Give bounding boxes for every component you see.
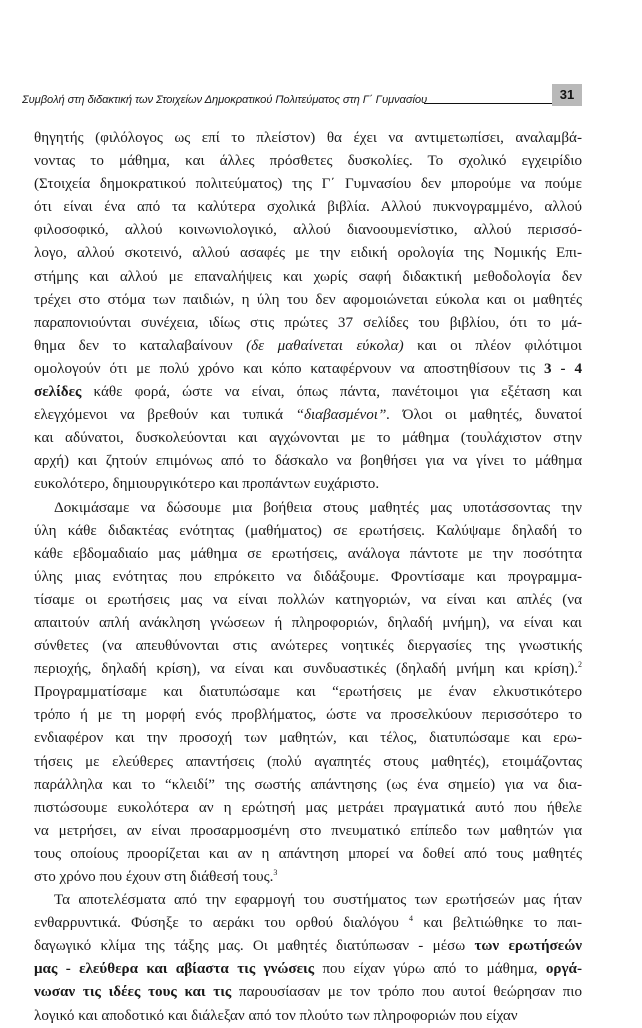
text-run: απαιτούν απλή ανάκληση γνώσεων ή πληροφοριών, δηλαδή μνήμη), να είναι και xyxy=(34,614,582,631)
text-run: παραπονιούνται συνέχεια, ιδίως στις πρώτες 37 σελίδες του βιβλίου, ότι το μά- xyxy=(34,314,582,331)
text-run: παράλληλα και το “κλειδί” της σωστής απάντησης (ως ένα σημείο) για να δια- xyxy=(34,776,582,793)
text-run: ομολογούν ότι με πολύ χρόνο και κόπο καταφέρνουν να αποστηθίσουν τις xyxy=(34,360,545,377)
text-line xyxy=(34,196,582,219)
text-run: αρχή) και ζητούν επιμόνως από το δάσκαλο να βοηθήσει για να γίνει το μάθημα xyxy=(34,453,582,470)
text-run: τήσεις με ελεύθερες απαντήσεις (πολύ αγαπητές στους μαθητές), ετοιμάζοντας xyxy=(34,753,582,770)
text-line xyxy=(34,566,582,589)
text-run: οργά- xyxy=(545,961,582,978)
text-run: ύλης μιας ενότητας που επρόκειτο να διδάξουμε. Φροντίσαμε και προγραμμα- xyxy=(34,568,582,585)
text-line xyxy=(34,219,582,242)
text-run: και οι πλέον φιλότιμοι xyxy=(403,337,582,354)
text-line xyxy=(34,843,582,866)
text-line xyxy=(34,912,582,935)
text-line xyxy=(34,242,582,265)
text-line xyxy=(34,889,582,912)
text-line xyxy=(34,473,582,496)
text-run: σελίδες xyxy=(34,384,82,401)
text-line xyxy=(34,866,582,889)
text-run: και αδύνατοι, δυσκολεύονται και αγχώνονται με το μάθημα (τουλάχιστον στην xyxy=(34,430,582,447)
text-line xyxy=(34,589,582,612)
text-line xyxy=(34,612,582,635)
text-run: κάθε φορά, ώστε να είναι, όπως πάντα, πανέτοιμοι για εξέταση και xyxy=(81,384,582,401)
text-line xyxy=(34,935,582,958)
text-run: τίσαμε οι ερωτήσεις μας να είναι πολλών κατηγοριών, να είναι και απλές (να xyxy=(34,591,582,608)
text-line xyxy=(34,127,582,150)
text-line xyxy=(34,751,582,774)
text-run: φιλοσοφικό, αλλού κοινωνιολογικό, αλλού διανοουμενίστικο, αλλού περισσό- xyxy=(34,222,582,239)
footnote-ref: 4 xyxy=(409,914,414,924)
body-text xyxy=(34,127,582,1028)
text-line xyxy=(34,404,582,427)
text-line xyxy=(34,658,582,681)
running-header xyxy=(22,84,582,106)
text-line xyxy=(34,289,582,312)
footnote-ref: 3 xyxy=(273,867,278,877)
text-run: ενθαρρυντικά. Φύσηξε το αεράκι του ορθού διαλόγου xyxy=(34,915,410,932)
text-run: θηγητής (φιλόλογος ως επί το πλείστον) θα έχει να αντιμετωπίσει, αναλαμβά- xyxy=(34,130,582,146)
text-run: ενδιαφέρον και την προσοχή των μαθητών, και τέλος, διατυπώσαμε και ερω- xyxy=(34,730,582,747)
text-line xyxy=(34,335,582,358)
text-run: κάθε εβδομαδιαίο μας μάθημα σε ερωτήσεις, ανάλογα πάντοτε με την ποσότητα xyxy=(34,545,582,562)
text-run: ευκολότερο, δημιουργικότερο και πρoπάντων ευχάριστο. xyxy=(34,476,380,493)
text-run: πιστώσουμε ευκολότερα αν η ερώτησή μας μετράει πραγματικά αυτό που ήθελε xyxy=(34,799,582,816)
text-run: νοντας το μάθημα, και άλλες πρόσθετες δυσκολίες. Το σχολικό εγχειρίδιο xyxy=(34,153,582,170)
footnote-ref: 2 xyxy=(578,660,582,670)
text-run: Τα αποτελέσματα από την εφαρμογή του συστήματος των ερωτήσεών μας ήταν xyxy=(54,892,582,909)
text-run: ύλη κάθε διδακτέας ενότητας (μαθήματος) σε ερωτήσεις. Καλύψαμε δηλαδή το xyxy=(34,522,582,539)
text-run: 3 - 4 xyxy=(544,360,582,377)
text-line xyxy=(34,797,582,820)
text-run: στήμης και αλλού με επαναλήψεις και χωρίς σαφή διδακτική μεθοδολογία δεν xyxy=(34,268,582,285)
text-line xyxy=(34,774,582,797)
text-line xyxy=(34,520,582,543)
text-line xyxy=(34,727,582,750)
text-run: τους οποίους προορίζεται και αν η απάντηση μπορεί να δοθεί από τους μαθητές xyxy=(34,845,582,862)
text-run: ελεγχόμενοι να βρεθούν και τυπικά xyxy=(34,407,296,424)
text-line xyxy=(34,543,582,566)
text-line xyxy=(34,958,582,981)
text-line xyxy=(34,681,582,704)
text-run: ότι είναι ένα από τα καλύτερα σχολικά βιβλία. Αλλού πυκνογραμμένο, αλλού xyxy=(34,199,582,216)
text-run: παρουσίασαν με τον τρόπο που αυτοί θεώρησαν πιο xyxy=(231,984,582,1001)
text-run: δαγωγικό κλίμα της τάξης μας. Οι μαθητές διατύπωσαν - μέσω xyxy=(34,938,475,955)
text-run: μας - ελεύθερα και αβίαστα τις γνώσεις xyxy=(34,961,315,978)
text-line xyxy=(34,150,582,173)
text-run: λογικό και αποδοτικό και διάλεξαν από τον πλούτο των πληροφοριών που είχαν xyxy=(34,1007,518,1024)
text-run: των ερωτήσεών xyxy=(474,938,582,955)
running-title: Συμβολή στη διδακτική των Στοιχείων Δημοκρατικού Πολιτεύματος στη Γ΄ Γυμνασίου xyxy=(22,94,428,106)
text-line xyxy=(34,497,582,520)
text-run: στο χρόνο που έχουν στη διάθεσή τους. xyxy=(34,869,274,885)
text-line xyxy=(34,635,582,658)
text-run: θημα δεν το καταλαβαίνουν xyxy=(34,337,247,354)
text-line xyxy=(34,173,582,196)
text-run: τρόπο ή με τη μορφή ενός προβλήματος, ώστε να προσελκύουν περισσότερο το xyxy=(34,707,582,724)
text-run: σύνθετες (να απευθύνονται στις ανώτερες νοητικές διεργασίες της γνωστικής xyxy=(34,638,582,655)
text-line xyxy=(34,450,582,473)
text-line xyxy=(34,312,582,335)
text-line xyxy=(34,427,582,450)
text-run: που είχαν γύρω από το μάθημα, xyxy=(314,961,546,978)
text-run: και βελτιώθηκε το παι- xyxy=(413,915,582,932)
text-run: Προγραμματίσαμε και διατυπώσαμε και “ερωτήσεις με έναν ελκυστικότερο xyxy=(34,684,582,701)
text-line xyxy=(34,981,582,1004)
text-line xyxy=(34,381,582,404)
text-run: “διαβασμένοι”. xyxy=(295,407,391,424)
text-line xyxy=(34,1005,582,1028)
text-run: λογο, αλλού σκοτεινό, αλλού ασαφές με την ειδική ορολογία της Νομικής Επι- xyxy=(34,245,582,262)
text-run: Όλοι οι μαθητές, δυνατοί xyxy=(390,407,582,424)
text-line xyxy=(34,704,582,727)
text-line xyxy=(34,358,582,381)
page-number: 31 xyxy=(552,84,582,106)
text-run: (Στοιχεία δημοκρατικού πολιτεύματος) της Γ΄ Γυμνασίου δεν μπορούμε να πούμε xyxy=(34,176,582,193)
text-run: Δοκιμάσαμε να δώσουμε μια βοήθεια στους μαθητές μας υποτάσσοντας την xyxy=(54,499,582,516)
text-run: περιοχής, δηλαδή κρίση), να είναι και συνδυαστικές (δηλαδή μνήμη και κρίση). xyxy=(34,661,578,678)
text-run: (δε μαθαίνεται εύκολα) xyxy=(246,337,404,354)
text-line xyxy=(34,266,582,289)
header-rule xyxy=(424,103,558,104)
text-run: νωσαν τις ιδέες τους και τις xyxy=(34,984,232,1001)
text-run: τρέχει στο στόμα των παιδιών, η ύλη του δεν αφομοιώνεται εύκολα και οι μαθητές xyxy=(34,291,582,308)
text-run: να μετρήσει, αν είναι προσαρμοσμένη στο πνευματικό επίπεδο των μαθητών για xyxy=(34,822,582,839)
text-line xyxy=(34,820,582,843)
